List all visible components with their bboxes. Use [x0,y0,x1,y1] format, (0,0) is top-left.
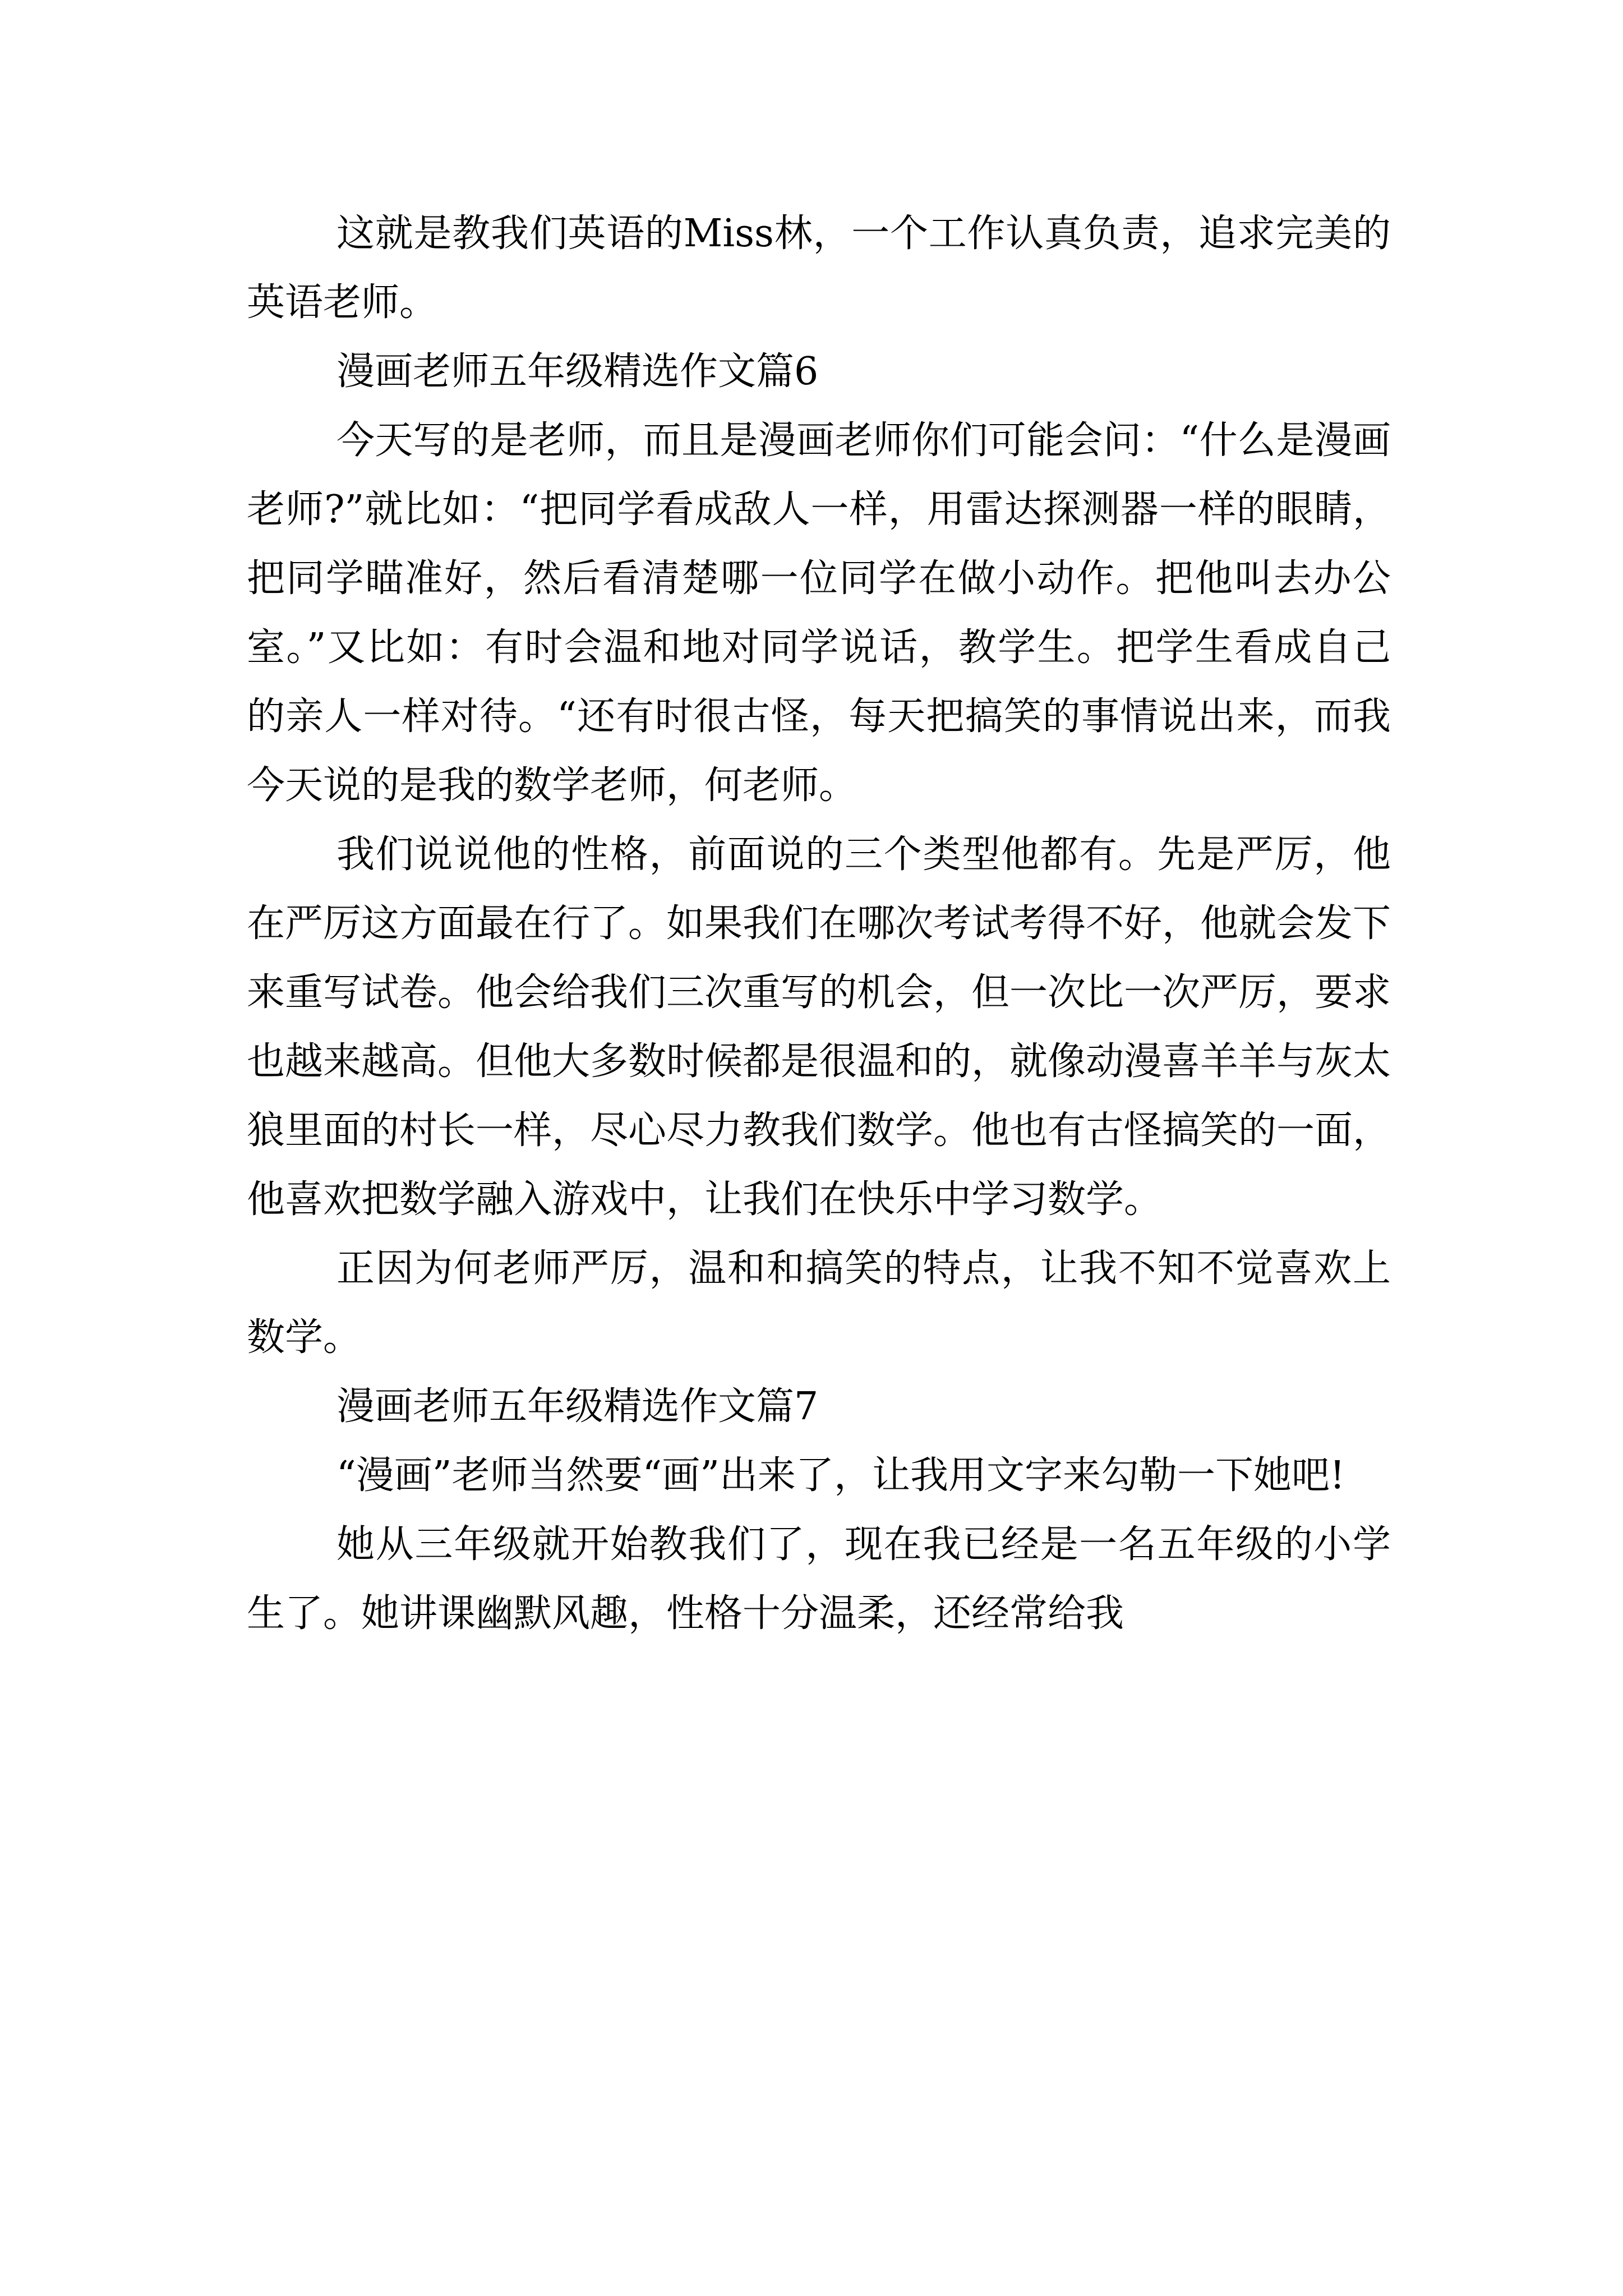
document-page [247,199,1391,1648]
paragraph-miss-lin: 这就是教我们英语的Miss林，一个工作认真负责，追求完美的英语老师。 [247,211,1391,325]
section-heading-6: 漫画老师五年级精选作文篇6 [336,349,819,394]
paragraph-conclusion: 正因为何老师严厉，温和和搞笑的特点，让我不知不觉喜欢上数学。 [247,1246,1391,1360]
paragraph-third-grade: 她从三年级就开始教我们了，现在我已经是一名五年级的小学生了。她讲课幽默风趣，性格十分温柔，还经常给我 [247,1522,1391,1636]
paragraph-personality: 我们说说他的性格，前面说的三个类型他都有。先是严厉，他在严厉这方面最在行了。如果我们在哪次考试考得不好，他就会发下来重写试卷。他会给我们三次重写的机会，但一次比一次严厉，要求也越来越高。但他大多数时候都是很温和的，就像动漫喜羊羊与灰太狼里面的村长一样，尽心尽力教我们数学。他也有古怪搞笑的一面，他喜欢把数学融入游戏中，让我们在快乐中学习数学。 [247,832,1391,1222]
paragraph-intro-comic-teacher: 今天写的是老师，而且是漫画老师你们可能会问：“什么是漫画老师?”就比如：“把同学看成敌人一样，用雷达探测器一样的眼睛，把同学瞄准好，然后看清楚哪一位同学在做小动作。把他叫去办公室。”又比如：有时会温和地对同学说话，教学生。把学生看成自己的亲人一样对待。“还有时很古怪，每天把搞笑的事情说出来，而我今天说的是我的数学老师，何老师。 [247,418,1391,808]
section-heading-7: 漫画老师五年级精选作文篇7 [336,1384,819,1429]
paragraph-sketch-intro: “漫画”老师当然要“画”出来了，让我用文字来勾勒一下她吧! [336,1453,1345,1498]
